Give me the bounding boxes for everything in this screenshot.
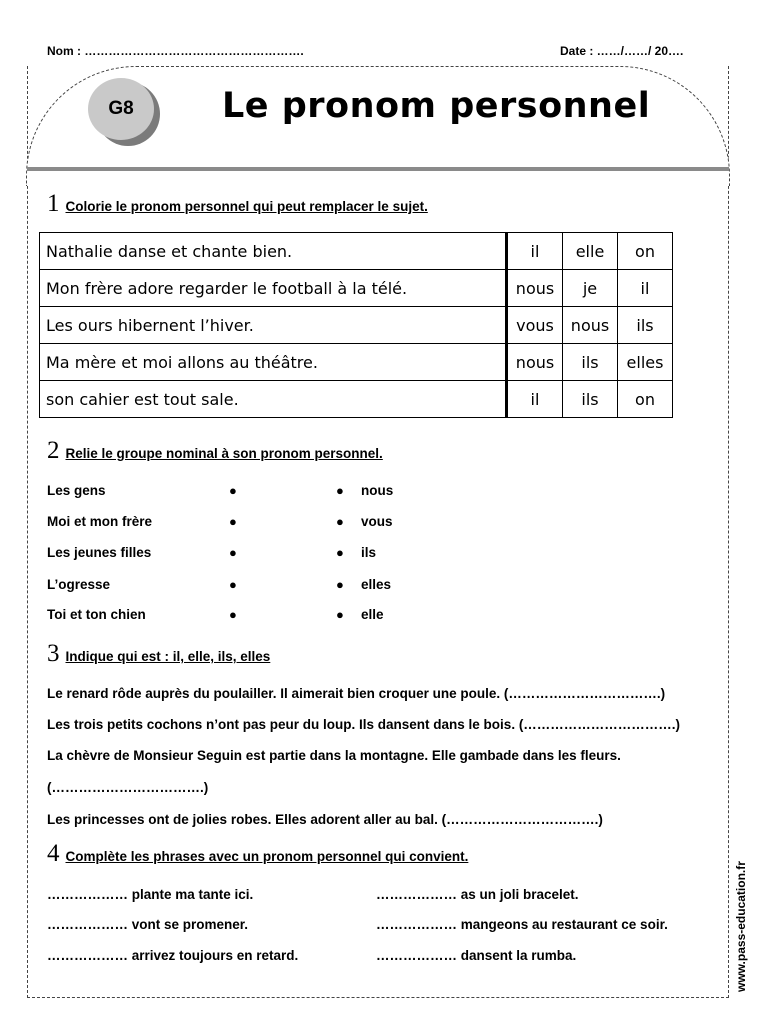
match-dot-right[interactable]: ● bbox=[336, 577, 344, 592]
pronoun-label: elle bbox=[361, 607, 384, 622]
section-2-header bbox=[47, 437, 383, 465]
sentence-cell: Les ours hibernent l’hiver. bbox=[40, 307, 507, 344]
section-number: 3 bbox=[47, 640, 60, 667]
table-row bbox=[40, 307, 673, 344]
section-3-header bbox=[47, 640, 270, 668]
pronoun-option-cell[interactable]: elles bbox=[618, 344, 673, 381]
match-dot-left[interactable]: ● bbox=[229, 514, 237, 529]
pronoun-option-cell[interactable]: il bbox=[507, 233, 563, 270]
table-row bbox=[40, 270, 673, 307]
pronoun-table bbox=[39, 232, 673, 418]
sentence-cell: son cahier est tout sale. bbox=[40, 381, 507, 418]
exercise-sentence: Les trois petits cochons n’ont pas peur du loup. Ils dansent dans le bois. (…………………………….) bbox=[47, 717, 681, 732]
match-dot-left[interactable]: ● bbox=[229, 577, 237, 592]
pronoun-option-cell[interactable]: on bbox=[618, 381, 673, 418]
name-field-label: Nom : ………………………………………………. bbox=[47, 44, 304, 58]
noun-group-label: Les gens bbox=[47, 483, 106, 498]
fill-in-sentence[interactable]: ……………… plante ma tante ici. bbox=[47, 887, 254, 902]
pronoun-option-cell[interactable]: nous bbox=[507, 344, 563, 381]
table-row bbox=[40, 233, 673, 270]
pronoun-option-cell[interactable]: vous bbox=[507, 307, 563, 344]
header-separator bbox=[27, 167, 729, 171]
section-4-header bbox=[47, 840, 468, 868]
fill-in-sentence[interactable]: ……………… dansent la rumba. bbox=[376, 948, 577, 963]
match-dot-left[interactable]: ● bbox=[229, 607, 237, 622]
page-title: Le pronom personnel bbox=[222, 86, 651, 126]
pronoun-option-cell[interactable]: on bbox=[618, 233, 673, 270]
pronoun-label: vous bbox=[361, 514, 393, 529]
fill-in-sentence[interactable]: ……………… mangeons au restaurant ce soir. bbox=[376, 917, 668, 932]
pronoun-label: elles bbox=[361, 577, 392, 592]
section-instruction: Complète les phrases avec un pronom personnel qui convient. bbox=[65, 849, 469, 864]
exercise-sentence: La chèvre de Monsieur Seguin est partie dans la montagne. Elle gambade dans les fleurs. bbox=[47, 748, 621, 763]
pronoun-option-cell[interactable]: ils bbox=[563, 381, 618, 418]
pronoun-option-cell[interactable]: ils bbox=[618, 307, 673, 344]
noun-group-label: L’ogresse bbox=[47, 577, 111, 592]
match-dot-left[interactable]: ● bbox=[229, 545, 237, 560]
section-number: 2 bbox=[47, 437, 60, 464]
noun-group-label: Moi et mon frère bbox=[47, 514, 153, 529]
table-row bbox=[40, 344, 673, 381]
pronoun-option-cell[interactable]: nous bbox=[563, 307, 618, 344]
section-instruction: Indique qui est : il, elle, ils, elles bbox=[65, 649, 271, 664]
section-number: 4 bbox=[47, 840, 60, 867]
sentence-cell: Mon frère adore regarder le football à la télé. bbox=[40, 270, 507, 307]
noun-group-label: Toi et ton chien bbox=[47, 607, 146, 622]
match-dot-right[interactable]: ● bbox=[336, 483, 344, 498]
pronoun-label: ils bbox=[361, 545, 377, 560]
fill-in-sentence[interactable]: ……………… arrivez toujours en retard. bbox=[47, 948, 299, 963]
match-dot-left[interactable]: ● bbox=[229, 483, 237, 498]
match-dot-right[interactable]: ● bbox=[336, 607, 344, 622]
sentence-cell: Nathalie danse et chante bien. bbox=[40, 233, 507, 270]
pronoun-option-cell[interactable]: elle bbox=[563, 233, 618, 270]
section-instruction: Relie le groupe nominal à son pronom personnel. bbox=[65, 446, 383, 461]
fill-in-sentence[interactable]: ……………… vont se promener. bbox=[47, 917, 249, 932]
pronoun-option-cell[interactable]: ils bbox=[563, 344, 618, 381]
exercise-sentence: (…………………………….) bbox=[47, 780, 209, 795]
watermark: www.pass-education.fr bbox=[734, 861, 748, 992]
section-number: 1 bbox=[47, 190, 60, 217]
pronoun-option-cell[interactable]: je bbox=[563, 270, 618, 307]
pronoun-option-cell[interactable]: nous bbox=[507, 270, 563, 307]
exercise-sentence: Les princesses ont de jolies robes. Elles adorent aller au bal. (…………………………….) bbox=[47, 812, 603, 827]
pronoun-option-cell[interactable]: il bbox=[507, 381, 563, 418]
level-badge: G8 bbox=[88, 78, 154, 140]
fill-in-sentence[interactable]: ……………… as un joli bracelet. bbox=[376, 887, 579, 902]
section-1-header bbox=[47, 190, 428, 218]
date-field-label: Date : ……/……/ 20…. bbox=[560, 44, 684, 58]
sentence-cell: Ma mère et moi allons au théâtre. bbox=[40, 344, 507, 381]
exercise-sentence: Le renard rôde auprès du poulailler. Il aimerait bien croquer une poule. (…………………………….) bbox=[47, 686, 666, 701]
table-row bbox=[40, 381, 673, 418]
match-dot-right[interactable]: ● bbox=[336, 545, 344, 560]
pronoun-option-cell[interactable]: il bbox=[618, 270, 673, 307]
pronoun-label: nous bbox=[361, 483, 394, 498]
section-instruction: Colorie le pronom personnel qui peut remplacer le sujet. bbox=[65, 199, 428, 214]
match-dot-right[interactable]: ● bbox=[336, 514, 344, 529]
noun-group-label: Les jeunes filles bbox=[47, 545, 152, 560]
